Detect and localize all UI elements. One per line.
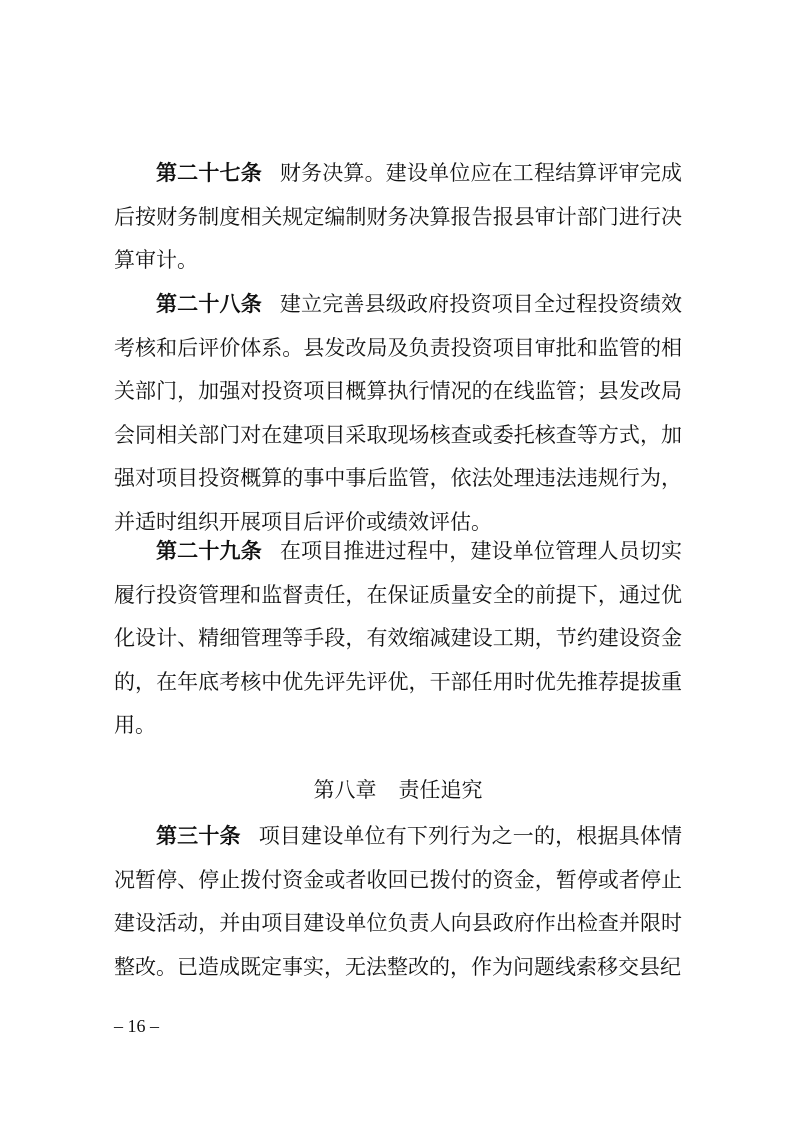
article-30-text: 项目建设单位有下列行为之一的，根据具体情况暂停、停止拨付资金或者收回已拨付的资金，暂停或者停止建设活动，并由项目建设单位负责人向县政府作出检查并限时整改。已造成既定事实，无法整改的，作为问题线索移交县纪 (114, 824, 683, 979)
page-number: – 16 – (114, 1016, 159, 1036)
article-27-heading: 第二十七条 (156, 161, 262, 185)
article-28-heading: 第二十八条 (156, 292, 262, 316)
article-29-heading: 第二十九条 (156, 539, 262, 563)
article-28-text: 建立完善县级政府投资项目全过程投资绩效考核和后评价体系。县发改局及负责投资项目审批和监管的相关部门，加强对投资项目概算执行情况的在线监管；县发改局会同相关部门对在建项目采取现场核查或委托核查等方式，加强对项目投资概算的事中事后监管，依法处理违法违规行为，并适时组织开展项目后评价或绩效评估。 (114, 292, 683, 534)
chapter-heading (114, 769, 682, 813)
chapter-number: 第八章 (313, 778, 377, 802)
article-28 (114, 283, 682, 544)
article-27-text: 财务决算。建设单位应在工程结算评审完成后按财务制度相关规定编制财务决算报告报县审计部门进行决算审计。 (114, 161, 683, 272)
article-30 (114, 815, 682, 989)
article-29 (114, 530, 682, 748)
article-29-text: 在项目推进过程中，建设单位管理人员切实履行投资管理和监督责任，在保证质量安全的前提下，通过优化设计、精细管理等手段，有效缩减建设工期，节约建设资金的，在年底考核中优先评先评优，干部任用时优先推荐提拔重用。 (114, 539, 683, 737)
chapter-title: 责任追究 (398, 778, 483, 802)
article-30-heading: 第三十条 (156, 824, 241, 848)
article-27 (114, 152, 682, 283)
